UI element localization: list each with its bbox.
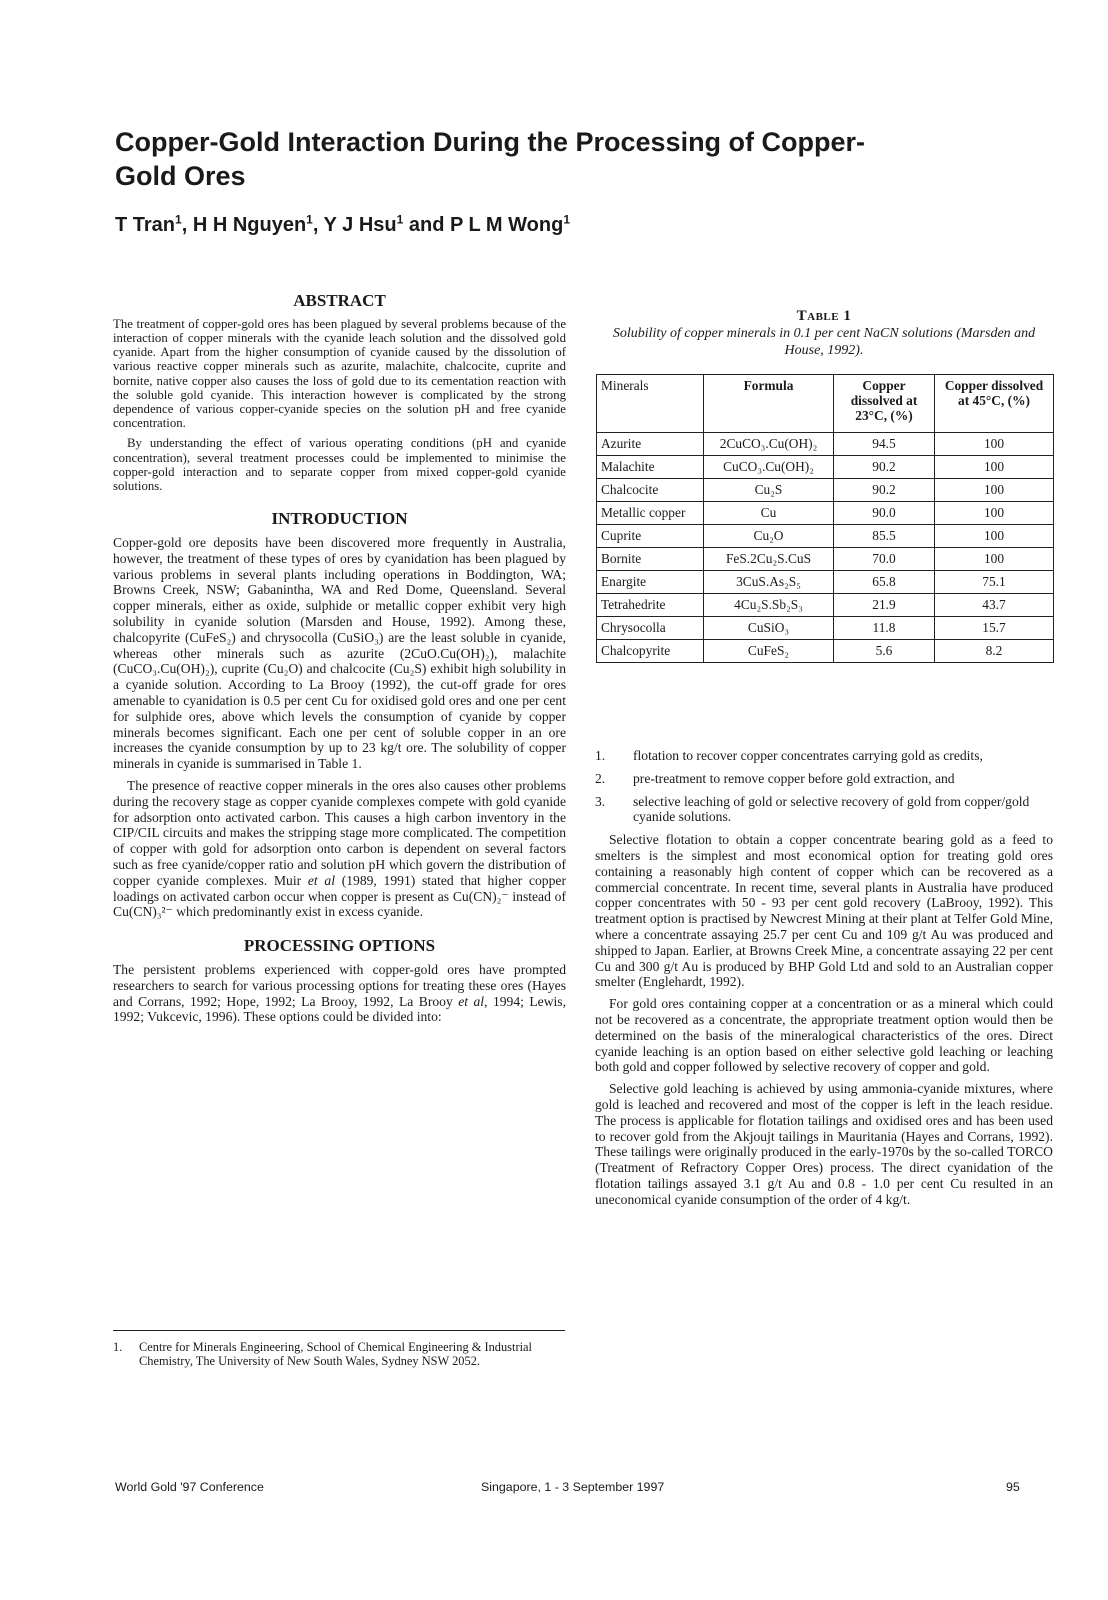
- footer-location-date: Singapore, 1 - 3 September 1997: [481, 1480, 665, 1494]
- table-caption: [595, 308, 1053, 359]
- body-paragraph: Selective flotation to obtain a copper concentrate bearing gold as a feed to smelters is the simplest and most economical option for treating gold ores containing a reasonably high content of copper which can be recovered as a commercial concentrate. In recent time, several plants in Australia have produced copper concentrates with 50 - 93 per cent gold recovery (LaBrooy, 1992). This treatment option is practised by Newcrest Mining at their plant at Telfer Gold Mine, where a concentrate assaying 25.7 per cent Cu and 109 g/t Au was produced and shipped to Japan. Earlier, at Browns Creek Mine, a concentrate assaying 22 per cent Cu and 300 g/t Au is produced by BHP Gold Ltd and sold to an Australian copper smelter (Englehardt, 1992).: [595, 832, 1053, 990]
- abstract-paragraph: By understanding the effect of various operating conditions (pH and cyanide concentration), several treatment processes could be implemented to minimise the copper-gold interaction and to separate copper from mixed copper-gold cyanide solutions.: [113, 436, 566, 494]
- table-row: Enargite 3CuS.As₂S₅ 65.8 75.1: [597, 571, 1054, 594]
- introduction-heading: INTRODUCTION: [271, 509, 408, 529]
- table-row: Bornite FeS.2Cu₂S.CuS 70.0 100: [597, 548, 1054, 571]
- body-paragraph: The persistent problems experienced with copper-gold ores have prompted researchers to search for various processing options for treating these ores (Hayes and Corrans, 1992; Hope, 1992; La Brooy, 1992, La Brooy et al, 1994; Lewis, 1992; Vukcevic, 1996). These options could be divided into:: [113, 961, 566, 1025]
- table-row: Chrysocolla CuSiO₃ 11.8 15.7: [597, 617, 1054, 640]
- author: P L M Wong$^1$: [449, 212, 571, 236]
- options-list: [595, 748, 1053, 825]
- solubility-table: [596, 374, 1054, 663]
- paper-title: Copper-Gold Interaction During the Processing of Copper-Gold Ores: [115, 127, 866, 191]
- footer-conference: World Gold '97 Conference: [115, 1480, 264, 1494]
- abstract-paragraph: The treatment of copper-gold ores has been plagued by several problems because of the interaction of copper minerals with the cyanide leach solution and the dissolved gold cyanide. Apart from the higher consumption of cyanide caused by the dissolution of various reactive copper minerals such as azurite, malachite, chalcocite, cuprite and bornite, native copper also causes the loss of gold due to its cementation reaction with the soluble gold cyanide. This interaction however is complicated by the strong dependence of various copper-cyanide species on the solution pH and free cyanide concentration.: [113, 316, 566, 431]
- author: T Tran$^1$,: [115, 212, 193, 236]
- table-caption-text: Solubility of copper minerals in 0.1 per cent NaCN solutions (Marsden and House, 1992).: [612, 326, 1036, 358]
- author-list: [115, 212, 875, 237]
- body-paragraph: The presence of reactive copper minerals in the ores also causes other problems during the recovery stage as copper cyanide complexes compete with gold cyanide for adsorption onto activated carbon. This causes a high carbon inventory in the CIP/CIL circuits and makes the stripping stage more complicated. The competition of copper with gold for adsorption onto carbon is dependent on several factors such as free cyanide/copper ratio and solution pH which govern the distribution of copper cyanide complexes. Muir et al (1989, 1991) stated that higher copper loadings on activated carbon occur when copper is present as Cu(CN)₂⁻ instead of Cu(CN)₃²⁻ which predominantly exist in excess cyanide.: [113, 777, 566, 920]
- body-paragraph: Copper-gold ore deposits have been discovered more frequently in Australia, however, the treatment of these types of ores by cyanidation has been plagued by various problems in several plants including operations in Boddington, WA; Browns Creek, NSW; Gabanintha, WA and Red Dome, Queensland. Several copper minerals, either as oxide, sulphide or metallic copper exhibit very high solubility in cyanide solution (Marsden and House, 1992). Among these, chalcopyrite (CuFeS₂) and chrysocolla (CuSiO₃) are the least soluble in cyanide, whereas other minerals such as azurite (2CuO.Cu(OH)₂), malachite (CuCO₃.Cu(OH)₂), cuprite (Cu₂O) and chalcocite (Cu₂S) exhibit high solubility in a cyanide solution. According to La Brooy (1992), the cut-off grade for ores amenable to cyanidation is 0.5 per cent Cu for oxidised gold ores and one per cent for sulphide ores, above which levels the consumption of cyanide by copper minerals becomes significant. Each one per cent of soluble copper in an ore increases the cyanide consumption by up to 23 kg/t ore. The solubility of copper minerals in cyanide is summarised in Table 1.: [113, 535, 566, 772]
- body-paragraph: Selective gold leaching is achieved by using ammonia-cyanide mixtures, where gold is leached and recovered and most of the copper is left in the leach residue. The process is applicable for flotation tailings and oxidised ores and has been used to recover gold from the Akjoujt tailings in Mauritania (Hayes and Corrans, 1992). These tailings were originally produced in the early-1970s by the so-called TORCO (Treatment of Refractory Copper Ores) process. The direct cyanidation of the flotation tailings assayed 3.1 g/t Au and 0.8 - 1.0 per cent Cu resulted in an uneconomical cyanide consumption of the order of 4 kg/t.: [595, 1081, 1053, 1207]
- column-header: Copper dissolved at 23°C, (%): [834, 375, 935, 433]
- table-label: Table 1: [796, 308, 852, 324]
- body-paragraph: For gold ores containing copper at a concentration or as a mineral which could not be recovered as a concentrate, the appropriate treatment option would then be determined on the basis of the mineralogical characteristics of the ores. Direct cyanide leaching is an option based on either selective gold leaching or leaching both gold and copper followed by selective recovery of copper and gold.: [595, 996, 1053, 1075]
- footnote-number: 1.: [113, 1340, 123, 1354]
- list-item: 3. selective leaching of gold or selective recovery of gold from copper/gold cyanide solutions.: [595, 793, 1030, 825]
- column-header: Copper dissolved at 45°C, (%): [935, 375, 1054, 433]
- list-item: 2. pre-treatment to remove copper before gold extraction, and: [595, 770, 955, 786]
- column-header: Formula: [704, 375, 834, 433]
- processing-options-heading: PROCESSING OPTIONS: [243, 936, 436, 956]
- page-number: 95: [1006, 1480, 1020, 1494]
- table-header-row: [597, 375, 1054, 433]
- table-row: Tetrahedrite 4Cu₂S.Sb₂S₃ 21.9 43.7: [597, 594, 1054, 617]
- footnote-rule: [113, 1330, 565, 1331]
- table-row: Azurite 2CuCO₃.Cu(OH)₂ 94.5 100: [597, 433, 1054, 456]
- right-column: [595, 748, 1053, 1208]
- table-row: Metallic copper Cu 90.0 100: [597, 502, 1054, 525]
- table-row: Chalcocite Cu₂S 90.2 100: [597, 479, 1054, 502]
- author: H H Nguyen$^1$,: [192, 212, 324, 236]
- author: Y J Hsu$^1$ and: [323, 212, 450, 236]
- table-row: Malachite CuCO₃.Cu(OH)₂ 90.2 100: [597, 456, 1054, 479]
- column-header: Minerals: [597, 375, 704, 433]
- list-item: 1. flotation to recover copper concentrates carrying gold as credits,: [595, 748, 983, 763]
- footnote-text: Centre for Minerals Engineering, School of Chemical Engineering & Industrial Chemistry, The University of New South Wales, Sydney NSW 2052.: [139, 1340, 532, 1368]
- abstract-heading: ABSTRACT: [293, 291, 386, 310]
- table-row: Chalcopyrite CuFeS₂ 5.6 8.2: [597, 640, 1054, 663]
- footnote: [113, 1340, 565, 1368]
- left-column: [113, 293, 566, 1025]
- table-row: Cuprite Cu₂O 85.5 100: [597, 525, 1054, 548]
